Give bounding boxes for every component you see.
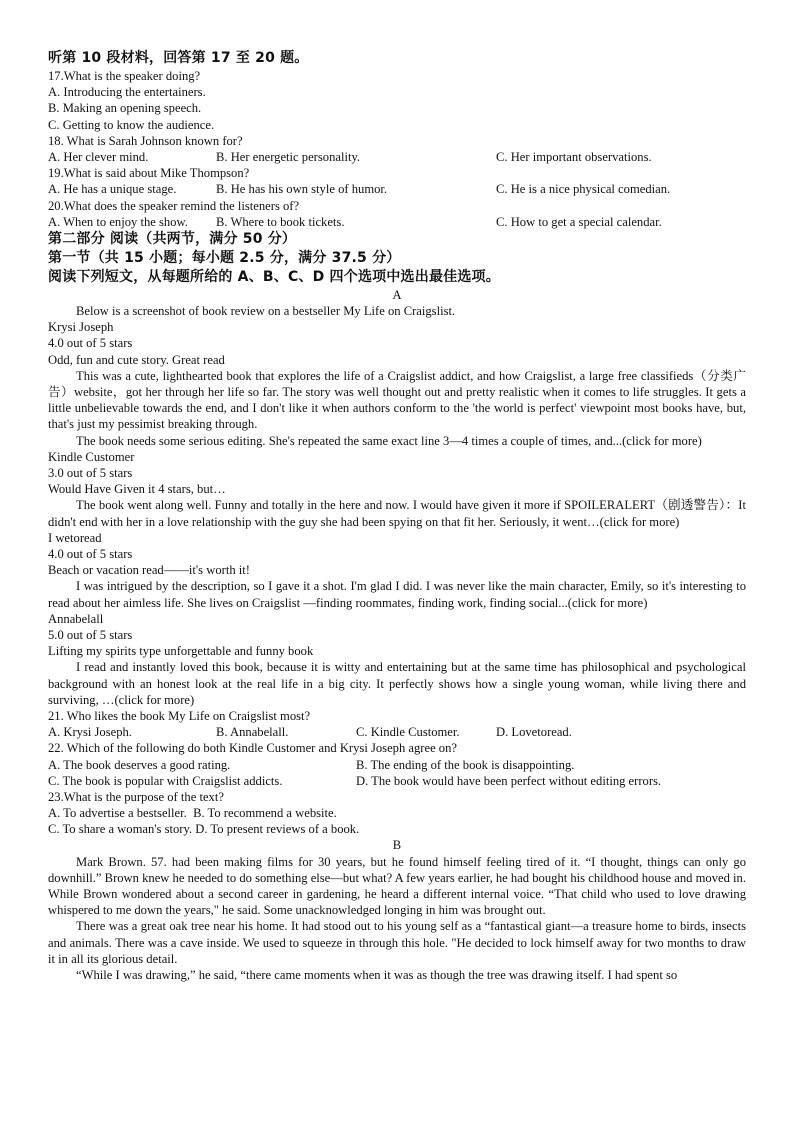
review-body: This was a cute, lighthearted book that explores the life of a Craigslist addict, and how Craigslist, a large free classifieds（分类广告）website，got her through her life so far. The story was well thought out and pretty realistic when it comes to life struggles. It gets a little unbelievable towards the end, and I don't like it when authors conform to the 'the world is perfect' viewpoint most books have, but, that's just my pessimist breaking through. (48, 368, 746, 432)
option: C. How to get a special calendar. (496, 214, 662, 229)
option: B. Where to book tickets. (216, 214, 345, 229)
reviewer-name: Kindle Customer (48, 449, 135, 464)
review-body: The book needs some serious editing. She's repeated the same exact line 3—4 times a couple of times, and...(click for more) (76, 433, 702, 448)
option: D. Lovetoread. (496, 725, 572, 740)
option: A. When to enjoy the show. (48, 214, 188, 229)
review-headline: Would Have Given it 4 stars, but… (48, 482, 226, 497)
review-rating: 4.0 out of 5 stars (48, 336, 133, 351)
option: B. To recommend a website. (193, 806, 337, 821)
listening-heading: 听第 10 段材料，回答第 17 至 20 题。 (48, 50, 309, 66)
option: C. To share a woman's story. (48, 822, 193, 837)
option: A. Krysi Joseph. (48, 725, 132, 740)
reviewer-name: Krysi Joseph (48, 320, 114, 335)
option: A. He has a unique stage. (48, 182, 177, 197)
passage-paragraph: Mark Brown. 57. had been making films for 30 years, but he found himself feeling tired of it. “I thought, things can only go downhill.” Brown knew he needed to do something else—but what? A few years earlier, he had bought his childhood house and moved in. While Brown wondered about a second career in gardening, he heard a different internal voice. “That child who used to love drawing whispered to me down the years," he said. Some unacknowledged longing in him was brought out. (48, 854, 746, 918)
option: C. Kindle Customer. (356, 725, 460, 740)
review-headline: Odd, fun and cute story. Great read (48, 352, 225, 367)
reviewer-name: I wetoread (48, 530, 102, 545)
options-row (48, 773, 746, 789)
question-21: 21. Who likes the book My Life on Craigslist most? (48, 708, 311, 723)
question-18: 18. What is Sarah Johnson known for? (48, 133, 243, 148)
option: C. Her important observations. (496, 149, 652, 164)
options-row (48, 757, 746, 773)
exam-page (48, 49, 746, 983)
option: A. Introducing the entertainers. (48, 85, 206, 100)
review-body: I was intrigued by the description, so I gave it a shot. I'm glad I did. I was never like the main character, Emily, so it's interesting to read about her aimless life. She lives on Craigslist —finding roommates, finding work, finding social...(click for more) (48, 579, 746, 610)
passage-label: A (392, 287, 402, 302)
question-19: 19.What is said about Mike Thompson? (48, 166, 250, 181)
instruction: 阅读下列短文，从每题所给的 A、B、C、D 四个选项中选出最佳选项。 (48, 268, 500, 285)
passage-paragraph: There was a great oak tree near his home. It had stood out to his young self as a “fantastical giant—a treasure home to birds, insects and animals. There was a cave inside. We used to squeeze in through this hole. "He decided to lock himself away for two months to draw it in all its glorious detail. (48, 919, 746, 966)
option: A. The book deserves a good rating. (48, 757, 231, 772)
option: D. The book would have been perfect without editing errors. (356, 773, 662, 788)
option: C. Getting to know the audience. (48, 117, 215, 132)
options-row (48, 149, 746, 165)
review-body: I read and instantly loved this book, because it is witty and entertaining but at the same time has philosophical and psychological background with an honest look at the real life in a big city. It perfectly shows how a single young woman, while living there and surviving, …(click for more) (48, 660, 746, 707)
option: A. Her clever mind. (48, 149, 149, 164)
passage-paragraph: “While I was drawing,” he said, “there came moments when it was as though the tree was drawing itself. I had spent so (76, 968, 678, 983)
option: B. Making an opening speech. (48, 101, 202, 116)
options-row (48, 724, 746, 740)
options-row (48, 181, 746, 197)
option: C. The book is popular with Craigslist addicts. (48, 773, 283, 788)
option: C. He is a nice physical comedian. (496, 182, 671, 197)
passage-intro: Below is a screenshot of book review on a bestseller My Life on Craigslist. (76, 304, 456, 319)
reviewer-name: Annabelall (48, 611, 104, 626)
option: B. Annabelall. (216, 725, 289, 740)
options-row (48, 805, 746, 821)
question-17: 17.What is the speaker doing? (48, 69, 201, 83)
review-body: The book went along well. Funny and totally in the here and now. I would have given it more if SPOILERALERT（剧透警告）：It didn't end with her in a love relationship with the guy she had been spying on that fit her. Seriously, it went…(click for more) (48, 498, 746, 529)
review-rating: 5.0 out of 5 stars (48, 627, 133, 642)
option: A. To advertise a bestseller. (48, 806, 187, 821)
option: B. The ending of the book is disappointing. (356, 757, 575, 772)
review-headline: Beach or vacation read——it's worth it! (48, 563, 250, 578)
options-row (48, 821, 746, 837)
review-rating: 3.0 out of 5 stars (48, 466, 133, 481)
option: B. Her energetic personality. (216, 149, 361, 164)
passage-label: B (392, 838, 402, 853)
part-title: 第二部分 阅读（共两节，满分 50 分） (48, 230, 297, 247)
option: D. To present reviews of a book. (195, 822, 360, 837)
question-20: 20.What does the speaker remind the listeners of? (48, 198, 300, 213)
option: B. He has his own style of humor. (216, 182, 388, 197)
review-rating: 4.0 out of 5 stars (48, 546, 133, 561)
options-row (48, 214, 746, 230)
question-22: 22. Which of the following do both Kindle Customer and Krysi Joseph agree on? (48, 741, 457, 756)
review-headline: Lifting my spirits type unforgettable and funny book (48, 644, 314, 659)
question-23: 23.What is the purpose of the text? (48, 789, 224, 804)
sub-title: 第一节（共 15 小题；每小题 2.5 分，满分 37.5 分） (48, 249, 401, 266)
